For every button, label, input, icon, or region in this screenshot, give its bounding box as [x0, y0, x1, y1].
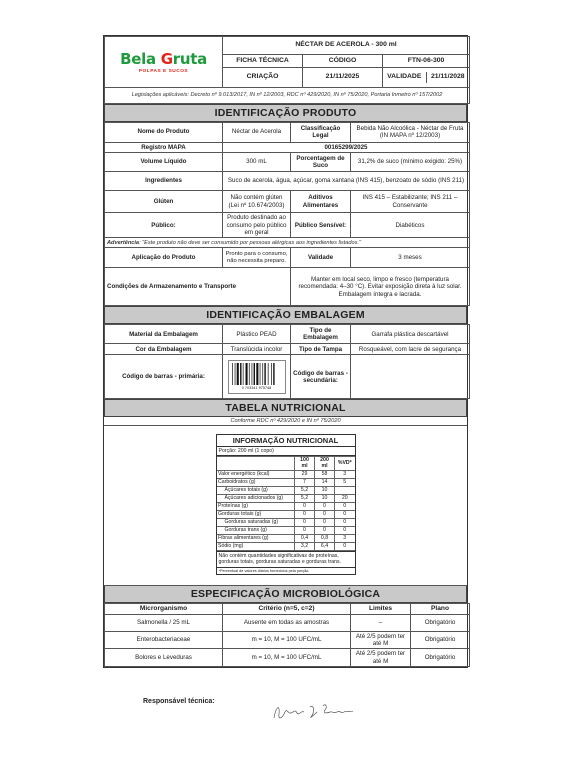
- nutrition-row-name: Carboidratos (g): [217, 479, 295, 487]
- nutrition-row-100: 0: [295, 511, 315, 519]
- creation-label: CRIAÇÃO: [223, 68, 303, 88]
- barcode-bar: [240, 363, 241, 385]
- additives-label: Aditivos Alimentares: [291, 191, 351, 213]
- barcode-bar: [234, 363, 235, 385]
- micro-row-organism: Bolores e Leveduras: [105, 649, 223, 667]
- barcode-bar: [253, 363, 254, 385]
- micro-row-limit: –: [351, 614, 411, 631]
- shelf-label: Validade: [291, 248, 351, 268]
- barcode-bar: [273, 363, 274, 385]
- shelf-value: 3 meses: [351, 248, 470, 268]
- nutrition-row-200: 10: [315, 495, 335, 503]
- creation-date: 21/11/2025: [303, 68, 383, 88]
- barcode-image: [228, 360, 286, 394]
- barcode-bar: [256, 363, 258, 385]
- nutrition-row-vd: 3: [335, 535, 355, 543]
- nutrition-facts-box: [216, 434, 356, 574]
- validity-label: [383, 68, 470, 88]
- nutrition-row: [217, 471, 355, 479]
- header-table: [104, 36, 470, 104]
- barcode-bars: [231, 363, 283, 385]
- code-value: FTN-06-300: [383, 55, 470, 68]
- storage-value: Manter em local seco, limpo e fresco (temperatura recomendada: 4–30 °C). Evitar exposição direta à luz solar. Embalagem íntegra e lacrada.: [291, 268, 470, 306]
- nutrition-subtitle: Conforme RDC nº 429/2020 e IN nº 75/2020: [104, 417, 467, 426]
- nutrition-row-200: 0: [315, 511, 335, 519]
- pack-type-label: Tipo de Embalagem: [291, 325, 351, 344]
- micro-row: [105, 631, 470, 649]
- nutrition-row-name: Proteínas (g): [217, 503, 295, 511]
- nutrition-table: [217, 456, 355, 551]
- nutrition-portion: Porção: 200 ml (1 copo): [217, 447, 355, 456]
- nutrition-row: [217, 535, 355, 543]
- barcode-secondary-label: Código de barras - secundária:: [291, 355, 351, 399]
- nutrition-row-vd: 0: [335, 503, 355, 511]
- mapa-value: 00165299/2025: [223, 142, 470, 152]
- nutrition-row-vd: 0: [335, 527, 355, 535]
- nutrition-row-200: 0: [315, 503, 335, 511]
- nutrition-row: [217, 519, 355, 527]
- additives-value: INS 415 – Estabilizante; INS 211 – Conservante: [351, 191, 470, 213]
- nutrition-row: [217, 487, 355, 495]
- barcode-bar: [262, 363, 263, 385]
- micro-row-plan: Obrigatório: [411, 631, 470, 649]
- nutrition-footnote: Não contém quantidades significativas de proteínas, gorduras totais, gorduras saturadas e gorduras trans.: [217, 551, 355, 566]
- nutrition-row: [217, 479, 355, 487]
- nutrition-row-100: 5,2: [295, 487, 315, 495]
- mapa-label: Registro MAPA: [105, 142, 223, 152]
- color-label: Cor da Embalagem: [105, 344, 223, 355]
- application-value: Pronto para o consumo, não necessita preparo.: [223, 248, 291, 268]
- application-label: Aplicação do Produto: [105, 248, 223, 268]
- nutrition-row-vd: 5: [335, 479, 355, 487]
- nutrition-row-vd: 0: [335, 511, 355, 519]
- barcode-primary-label: Código de barras - primária:: [105, 355, 223, 399]
- technical-sheet: [103, 35, 468, 668]
- nutrition-row: [217, 495, 355, 503]
- micro-row-plan: Obrigatório: [411, 649, 470, 667]
- micro-row-organism: Salmonella / 25 mL: [105, 614, 223, 631]
- nutrition-row: [217, 527, 355, 535]
- public-value: Produto destinado ao consumo pelo público em geral: [223, 213, 291, 238]
- nutrition-col-200: 200 ml: [315, 457, 335, 471]
- nutrition-row-vd: 20: [335, 495, 355, 503]
- nutrition-row: [217, 503, 355, 511]
- nutrition-col-vd: %VD*: [335, 457, 355, 471]
- color-value: Translúcida incolor: [223, 344, 291, 355]
- barcode-bar: [267, 363, 268, 385]
- micro-row-limit: Até 2/5 podem ter até M: [351, 649, 411, 667]
- nutrition-row-name: Fibras alimentares (g): [217, 535, 295, 543]
- nutrition-row-200: 0: [315, 527, 335, 535]
- nutrition-row-name: Açúcares totais (g): [217, 487, 295, 495]
- public-label: Público:: [105, 213, 223, 238]
- warning-label: Advertência: [107, 239, 140, 246]
- section-identification-title: IDENTIFICAÇÃO PRODUTO: [104, 104, 467, 122]
- doc-type: FICHA TÉCNICA: [223, 55, 303, 68]
- sensitive-label: Público Sensível:: [291, 213, 351, 238]
- micro-row: [105, 614, 470, 631]
- barcode-bar: [242, 363, 243, 385]
- barcode-bar: [232, 363, 233, 385]
- gluten-label: Glúten: [105, 191, 223, 213]
- sensitive-value: Diabéticos: [351, 213, 470, 238]
- volume-value: 300 mL: [223, 153, 291, 172]
- responsible-label: Responsável técnica:: [143, 698, 215, 705]
- validity-label-text: VALIDADE: [383, 72, 426, 82]
- nutrition-head-empty: [217, 457, 295, 471]
- nutrition-row-100: 5,2: [295, 495, 315, 503]
- packaging-table: [104, 324, 470, 399]
- barcode-number: 0 703341 975748: [241, 385, 272, 390]
- nutrition-row-100: 0: [295, 503, 315, 511]
- nutrition-row-100: 29: [295, 471, 315, 479]
- nutrition-row-vd: [335, 487, 355, 495]
- micro-rows: [105, 614, 470, 667]
- section-micro-title: ESPECIFICAÇÃO MICROBIOLÓGICA: [104, 586, 467, 603]
- nutrition-row-200: 10: [315, 487, 335, 495]
- juice-value: 31,2% de suco (mínimo exigido: 25%): [351, 153, 470, 172]
- micro-table: [104, 603, 470, 668]
- micro-row-criterion: Ausente em todas as amostras: [223, 614, 351, 631]
- brand-subtitle: POLPAS E SUCOS: [138, 68, 189, 74]
- class-label: Classificação Legal: [291, 122, 351, 142]
- barcode-bar: [271, 363, 272, 385]
- product-title: NÉCTAR DE ACEROLA - 300 ml: [223, 37, 470, 55]
- cap-label: Tipo de Tampa: [291, 344, 351, 355]
- nutrition-row-200: 14: [315, 479, 335, 487]
- nutrition-row-name: Gorduras totais (g): [217, 511, 295, 519]
- nutrition-row-200: 0: [315, 519, 335, 527]
- brand-name: Bela Gruta: [120, 49, 207, 68]
- barcode-primary-cell: [223, 355, 291, 399]
- nutrition-row-vd: 0: [335, 519, 355, 527]
- nutrition-row: [217, 543, 355, 551]
- micro-row-criterion: m = 10, M = 100 UFC/mL: [223, 631, 351, 649]
- nutrition-row-100: 3,2: [295, 543, 315, 551]
- section-packaging-title: IDENTIFICAÇÃO EMBALAGEM: [104, 306, 467, 324]
- validity-date: 21/11/2028: [430, 73, 465, 81]
- barcode-bar: [248, 363, 249, 385]
- nutrition-row-name: Açúcares adicionados (g): [217, 495, 295, 503]
- material-label: Material da Embalagem: [105, 325, 223, 344]
- nutrition-row-name: Valor energético (kcal): [217, 471, 295, 479]
- micro-head-plan: Plano: [411, 603, 470, 614]
- barcode-bar: [245, 363, 247, 385]
- nutrition-row-name: Sódio (mg): [217, 543, 295, 551]
- nutrition-footnote-vd: *Percentual de valores diários fornecidos pela porção.: [217, 567, 355, 574]
- nutrition-row-200: 58: [315, 471, 335, 479]
- product-name-value: Néctar de Acerola: [223, 122, 291, 142]
- nutrition-box-title: INFORMAÇÃO NUTRICIONAL: [217, 435, 355, 447]
- nutrition-row-name: Gorduras saturadas (g): [217, 519, 295, 527]
- legislation-note: Legislações aplicáveis: Decreto nº 9.013/2017, IN nº 12/2003, RDC nº 429/2020, IN nº 75/2020, Portaria Inmetro nº 157/2002: [105, 88, 470, 104]
- barcode-bar: [236, 363, 238, 385]
- ingredients-value: Suco de acerola, água, açúcar, goma xantana (INS 415), benzoato de sódio (INS 211): [223, 172, 470, 191]
- nutrition-col-100: 100 ml: [295, 457, 315, 471]
- nutrition-row-name: Gorduras trans (g): [217, 527, 295, 535]
- nutrition-row-200: 0,8: [315, 535, 335, 543]
- brand-logo: [105, 37, 223, 88]
- micro-head-organism: Microrganismo: [105, 603, 223, 614]
- micro-row-criterion: m = 10, M = 100 UFC/mL: [223, 649, 351, 667]
- barcode-bar: [264, 363, 265, 385]
- nutrition-row-vd: 3: [335, 471, 355, 479]
- ingredients-label: Ingredientes: [105, 172, 223, 191]
- product-name-label: Nome do Produto: [105, 122, 223, 142]
- cap-value: Rosqueável, com lacre de segurança: [351, 344, 470, 355]
- barcode-secondary-value: [351, 355, 470, 399]
- nutrition-row-100: 7: [295, 479, 315, 487]
- barcode-bar: [251, 363, 252, 385]
- micro-head-criterion: Critério (n=5, c=2): [223, 603, 351, 614]
- identification-table: [104, 122, 470, 307]
- gluten-value: Não contém glúten (Lei nº 10.674/2003): [223, 191, 291, 213]
- class-value: Bebida Não Alcoólica - Néctar de Fruta (IN MAPA nº 12/2003): [351, 122, 470, 142]
- signature: [268, 700, 368, 724]
- micro-row-limit: Até 2/5 podem ter até M: [351, 631, 411, 649]
- nutrition-rows: [217, 471, 355, 551]
- micro-row-plan: Obrigatório: [411, 614, 470, 631]
- juice-label: Porcentagem de Suco: [291, 153, 351, 172]
- micro-row-organism: Enterobacteriaceae: [105, 631, 223, 649]
- nutrition-row: [217, 511, 355, 519]
- micro-row: [105, 649, 470, 667]
- warning-note: [105, 238, 470, 248]
- material-value: Plástico PEAD: [223, 325, 291, 344]
- warning-text: : "Este produto não deve ser consumido por pessoas alérgicas aos ingredientes listados.": [139, 239, 361, 246]
- storage-label: Condições de Armazenamento e Transporte: [105, 268, 291, 306]
- micro-head-limits: Limites: [351, 603, 411, 614]
- pack-type-value: Garrafa plástica descartável: [351, 325, 470, 344]
- nutrition-row-100: 0,4: [295, 535, 315, 543]
- code-label: CÓDIGO: [303, 55, 383, 68]
- nutrition-row-200: 6,4: [315, 543, 335, 551]
- volume-label: Volume Líquido: [105, 153, 223, 172]
- barcode-bar: [259, 363, 260, 385]
- nutrition-row-100: 0: [295, 519, 315, 527]
- nutrition-row-vd: 0: [335, 543, 355, 551]
- section-nutrition-title: TABELA NUTRICIONAL: [104, 399, 467, 417]
- nutrition-row-100: 0: [295, 527, 315, 535]
